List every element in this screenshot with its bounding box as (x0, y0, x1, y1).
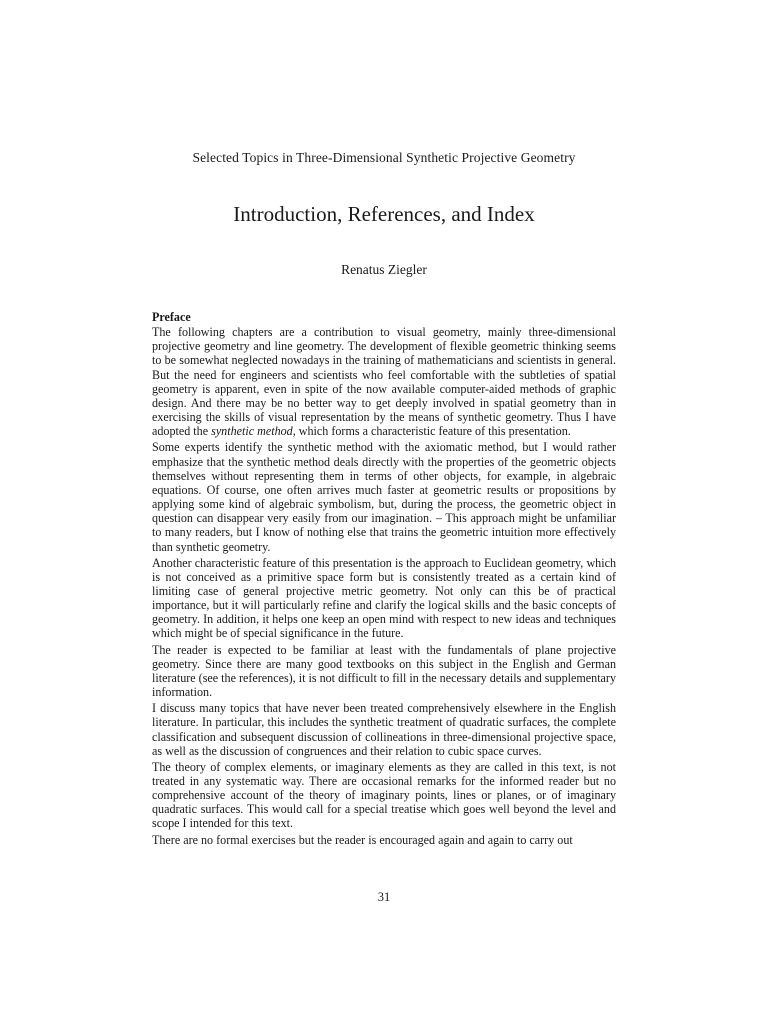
paragraph-6: The theory of complex elements, or imaginary elements as they are called in this text, is not treated in any systematic way. There are occasional remarks for the informed reader but no comprehensive account of the theory of imaginary points, lines or planes, or of imaginary quadratic surfaces. This would call for a special treatise which goes well beyond the level and scope I intended for this text. (152, 759, 616, 831)
preface-section (152, 310, 616, 849)
paragraph-7: There are no formal exercises but the reader is encouraged again and again to carry out (152, 832, 573, 847)
series-title: Selected Topics in Three-Dimensional Synthetic Projective Geometry (192, 150, 576, 165)
author-name: Renatus Ziegler (341, 262, 427, 277)
emphasis-synthetic-method: synthetic method, (211, 424, 296, 439)
chapter-title: Introduction, References, and Index (233, 202, 535, 226)
paragraph-1-text: The following chapters are a contribution to visual geometry, mainly three-dimensional projective geometry and line geometry. The development of flexible geometric thinking seems to be somewhat neglected nowadays in the training of mathematicians and scientists in general. But the need for engineers and scientists who feel comfortable with the subtleties of spatial geometry is apparent, even in spite of the now available computer-aided methods of graphic design. And there may be no better way to get deeply involved in spatial geometry than in exercising the skills of visual representation by the means of synthetic geometry. Thus I have adopted the (152, 325, 616, 439)
section-heading: Preface (152, 310, 191, 324)
page-number: 31 (377, 890, 391, 904)
paragraph-3: Another characteristic feature of this presentation is the approach to Euclidean geometry, which is not conceived as a primitive space form but is consistently treated as a certain kind of limiting case of general projective metric geometry. Not only can this be of practical importance, but it will particularly refine and clarify the logical skills and the basic concepts of geometry. In addition, it helps one keep an open mind with respect to new ideas and techniques which might be of special significance in the future. (152, 555, 616, 641)
paragraph-5: I discuss many topics that have never been treated comprehensively elsewhere in the English literature. In particular, this includes the synthetic treatment of quadratic surfaces, the complete classification and subsequent discussion of collineations in three-dimensional projective space, as well as the discussion of congruences and their relation to cubic space curves. (152, 701, 616, 758)
paragraph-4: The reader is expected to be familiar at least with the fundamentals of plane projective geometry. Since there are many good textbooks on this subject in the English and German literature (see the references), it is not difficult to fill in the necessary details and supplementary information. (152, 642, 616, 700)
paragraph-1 (152, 325, 616, 438)
paragraph-2: Some experts identify the synthetic method with the axiomatic method, but I would rather emphasize that the synthetic method deals directly with the properties of the geometric objects themselves without representing them in terms of other objects, for example, in algebraic equations. Of course, one often arrives much faster at geometric results or propositions by applying some kind of algebraic symbolism, but, during the process, the geometric object in question can disappear very easily from our imagination. – This approach might be unfamiliar to many readers, but I know of nothing else that trains the geometric intuition more effectively than synthetic geometry. (152, 440, 616, 554)
paragraph-1-text-end: which forms a characteristic feature of this presentation. (295, 424, 571, 439)
